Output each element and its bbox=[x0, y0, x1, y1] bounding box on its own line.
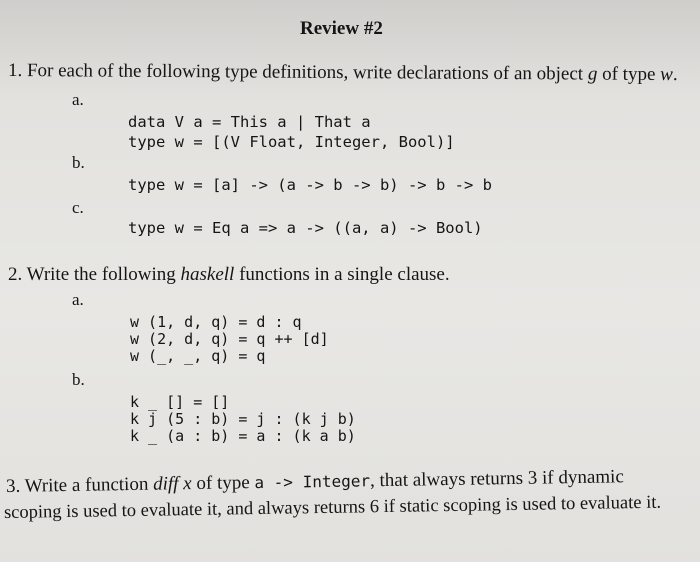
code-line: type w = Eq a => a -> ((a, a) -> Bool) bbox=[128, 219, 483, 237]
code-line: type w = [a] -> (a -> b -> b) -> b -> b bbox=[128, 176, 492, 194]
code-line: data V a = This a | That a bbox=[128, 113, 371, 131]
code-line: type w = [(V Float, Integer, Bool)] bbox=[128, 133, 455, 151]
question-2a-label: a. bbox=[72, 290, 84, 309]
question-1-prompt: 1. For each of the following type definitions, write declarations of an object g of type w. bbox=[7, 60, 678, 86]
question-2b-label: b. bbox=[72, 370, 85, 389]
code-line: w (_, _, q) = q bbox=[130, 347, 266, 365]
question-1b-code bbox=[128, 175, 492, 195]
question-1c-label: c. bbox=[72, 198, 84, 217]
question-1a-code bbox=[128, 112, 455, 152]
code-line: w (1, d, q) = d : q bbox=[130, 313, 302, 331]
question-3-prompt-line-2: scoping is used to evaluate it, and always returns 6 if static scoping is used to evaluate it. bbox=[3, 492, 662, 523]
question-2a-code bbox=[130, 314, 329, 365]
question-1c-code bbox=[128, 218, 483, 238]
question-3-prompt-line-1: 3. Write a function diff x of type a -> Integer, that always returns 3 if dynamic bbox=[5, 466, 624, 497]
code-line: k j (5 : b) = j : (k j b) bbox=[130, 410, 356, 428]
question-2b-code bbox=[130, 394, 356, 445]
question-1b-label: b. bbox=[72, 153, 85, 172]
page-title: Review #2 bbox=[300, 18, 383, 39]
question-1a-label: a. bbox=[72, 90, 84, 109]
question-2-prompt: 2. Write the following haskell functions in a single clause. bbox=[8, 264, 450, 285]
code-line: w (2, d, q) = q ++ [d] bbox=[130, 330, 329, 348]
code-line: k _ [] = [] bbox=[130, 393, 230, 411]
code-line: k _ (a : b) = a : (k a b) bbox=[130, 427, 356, 445]
